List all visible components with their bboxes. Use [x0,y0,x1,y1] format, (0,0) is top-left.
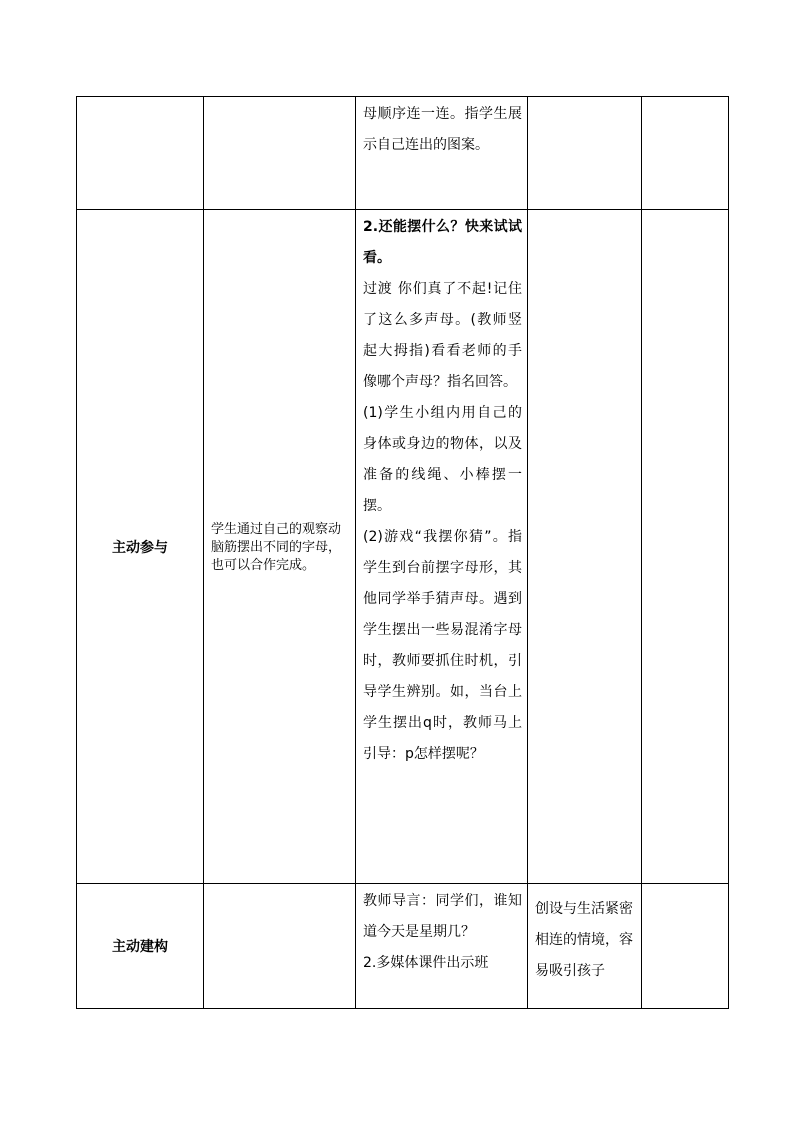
intent-cell [204,97,356,210]
process-cell [356,884,528,1009]
process-heading: 2.还能摆什么？快来试试看。 [363,219,522,266]
intent-cell: 学生通过自己的观察动脑筋摆出不同的字母，也可以合作完成。 [204,210,356,884]
stage-cell [77,97,204,210]
process-paragraph: 2.多媒体课件出示班 [363,955,489,971]
notes-cell [642,884,729,1009]
process-cell [356,210,528,884]
design-cell [528,97,642,210]
notes-cell [642,97,729,210]
design-cell: 创设与生活紧密相连的情境，容易吸引孩子 [528,884,642,1009]
design-cell [528,210,642,884]
process-paragraph: 母顺序连一连。指学生展示自己连出的图案。 [363,106,522,153]
process-paragraph: 教师导言：同学们，谁知道今天是星期几？ [363,893,522,940]
table-row [77,97,729,210]
table-row [77,884,729,1009]
notes-cell [642,210,729,884]
stage-cell: 主动参与 [77,210,204,884]
intent-cell [204,884,356,1009]
stage-cell: 主动建构 [77,884,204,1009]
process-paragraph: (2)游戏“我摆你猜”。指学生到台前摆字母形，其他同学举手猜声母。遇到学生摆出一些易混淆字母时，教师要抓住时机，引导学生辨别。如，当台上学生摆出q时，教师马上引导：p怎样摆呢？ [363,529,522,762]
process-paragraph: (1)学生小组内用自己的身体或身边的物体，以及准备的线绳、小棒摆一摆。 [363,405,522,514]
process-cell [356,97,528,210]
table-row [77,210,729,884]
lesson-plan-table [76,96,729,1009]
process-paragraph: 过渡 你们真了不起!记住了这么多声母。(教师竖起大拇指)看看老师的手像哪个声母？指名回答。 [363,281,522,390]
